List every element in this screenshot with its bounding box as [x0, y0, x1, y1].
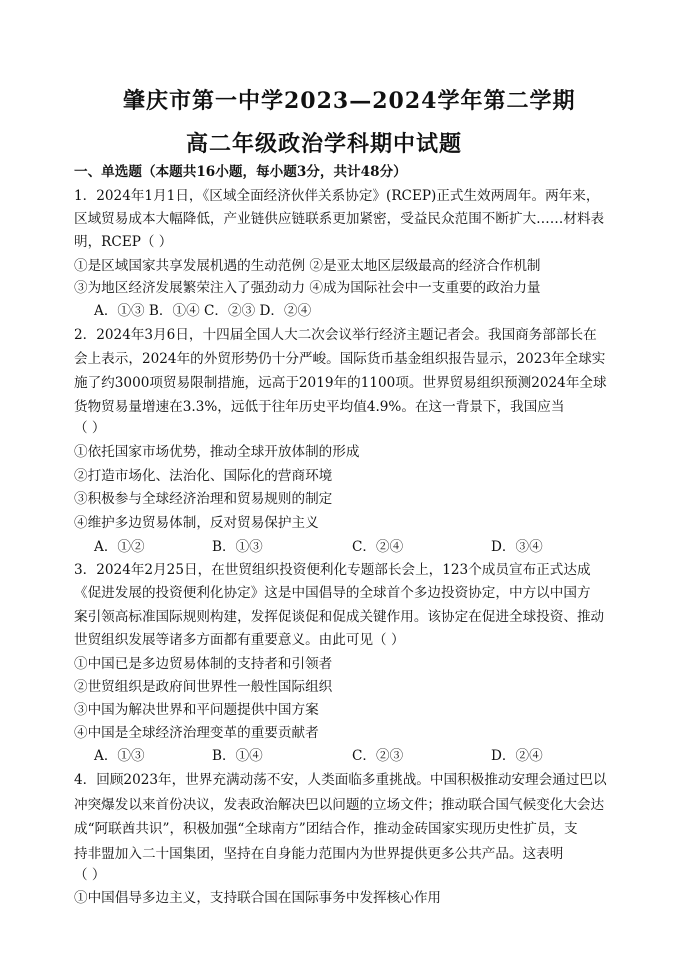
q2-item-4: ④维护多边贸易体制，反对贸易保护主义: [74, 515, 319, 531]
q3-line-3: 案引领高标准国际规则构建，发挥促谈促和促成关键作用。该协定在促进全球投资、推动: [74, 609, 605, 625]
q4-line-4: 持非盟加入二十国集团，坚持在自身能力范围内为世界提供更多公共产品。这表明: [74, 846, 564, 862]
q1-line-1: 1．2024年1月1日，《区域全面经济伙伴关系协定》(RCEP)正式生效两周年。两年来，: [74, 188, 600, 204]
q3-option-b: B．①④: [212, 748, 263, 764]
q2-line-2: 会上表示，2024年的外贸形势仍十分严峻。国际货币基金组织报告显示，2023年全球实: [74, 351, 606, 367]
q1-options: A．①③ B．①④ C．②③ D．②④: [94, 303, 312, 319]
q2-item-1: ①依托国家市场优势，推动全球开放体制的形成: [74, 444, 360, 460]
q2-option-d: D．③④: [491, 539, 543, 555]
q2-option-a: A．①②: [94, 539, 145, 555]
q3-line-1: 3．2024年2月25日，在世贸组织投资便利化专题部长会上，123个成员宣布正式达成: [74, 562, 591, 578]
q3-line-4: 世贸组织发展等诸多方面都有重要意义。由此可见（ ）: [74, 632, 405, 648]
q4-line-3: 成“阿联酋共识”，积极加强“全球南方”团结合作，推动金砖国家实现历史性扩员，支: [74, 821, 578, 837]
q3-item-1: ①中国已是多边贸易体制的支持者和引领者: [74, 656, 333, 672]
q3-item-2: ②世贸组织是政府间世界性一般性国际组织: [74, 679, 333, 695]
q2-option-b: B．①③: [212, 539, 263, 555]
q3-option-c: C．②③: [352, 748, 404, 764]
q3-option-a: A．①③: [94, 748, 145, 764]
q3-item-3: ③中国为解决世界和平问题提供中国方案: [74, 702, 319, 718]
q1-line-2: 区域贸易成本大幅降低，产业链供应链联系更加紧密，受益民众范围不断扩大……材料表: [74, 211, 605, 227]
q2-line-4: 货物贸易量增速在3.3%，远低于往年历史平均值4.9%。在这一背景下，我国应当: [74, 399, 565, 415]
section-header: 一、单选题（本题共16小题，每小题3分，共计48分）: [74, 164, 407, 180]
q2-item-3: ③积极参与全球经济治理和贸易规则的制定: [74, 491, 333, 507]
q2-line-1: 2．2024年3月6日，十四届全国人大二次会议举行经济主题记者会。我国商务部部长在: [74, 327, 597, 343]
q1-line-3: 明，RCEP（ ）: [74, 234, 173, 250]
q3-option-d: D．②④: [491, 748, 543, 764]
q4-line-5: （ ）: [74, 867, 106, 883]
exam-subtitle: 高二年级政治学科期中试题: [186, 131, 463, 157]
q4-item-1: ①中国倡导多边主义，支持联合国在国际事务中发挥核心作用: [74, 890, 442, 906]
q1-item-1: ①是区域国家共享发展机遇的生动范例 ②是亚太地区层级最高的经济合作机制: [74, 258, 541, 274]
q2-line-5: （ ）: [74, 420, 106, 436]
q2-option-c: C．②④: [352, 539, 404, 555]
q3-item-4: ④中国是全球经济治理变革的重要贡献者: [74, 725, 319, 741]
q1-item-2: ③为地区经济发展繁荣注入了强劲动力 ④成为国际社会中一支重要的政治力量: [74, 280, 541, 296]
q2-item-2: ②打造市场化、法治化、国际化的营商环境: [74, 468, 333, 484]
q3-line-2: 《促进发展的投资便利化协定》这是中国倡导的全球首个多边投资协定，中方以中国方: [74, 585, 591, 601]
q4-line-2: 冲突爆发以来首份决议，发表政治解决巴以问题的立场文件；推动联合国气候变化大会达: [74, 797, 605, 813]
q4-line-1: 4．回顾2023年，世界充满动荡不安，人类面临多重挑战。中国积极推动安理会通过巴以: [74, 772, 607, 788]
exam-title: 肇庆市第一中学2023—2024学年第二学期: [123, 88, 576, 114]
q2-line-3: 施了约3000项贸易限制措施，远高于2019年的1100项。世界贸易组织预测2024年全球: [74, 375, 607, 391]
